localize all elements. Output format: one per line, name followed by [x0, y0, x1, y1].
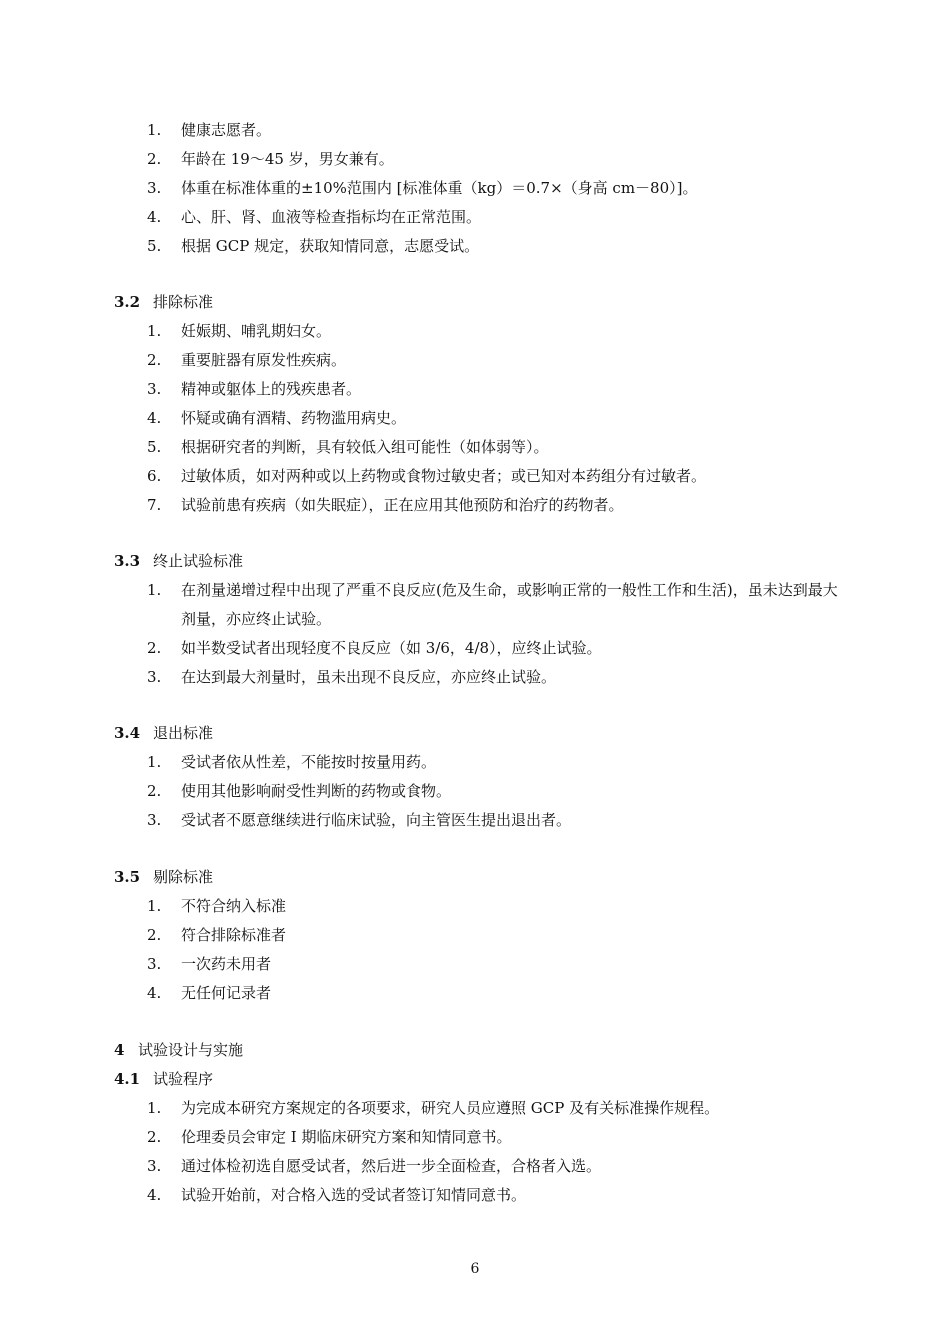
section-4-1-heading [114, 1065, 213, 1094]
list-item [0, 663, 950, 692]
list-item [0, 491, 950, 520]
list-item-text: 试验前患有疾病（如失眠症），正在应用其他预防和治疗的药物者。 [181, 496, 624, 514]
list-item-number: 1. [147, 753, 162, 771]
section-title: 试验程序 [153, 1070, 214, 1088]
exclusion-criteria-list [0, 317, 950, 520]
list-item-text: 无任何记录者 [181, 984, 272, 1002]
list-item [0, 346, 950, 375]
list-item [0, 979, 950, 1008]
list-item-text: 精神或躯体上的残疾患者。 [181, 380, 362, 398]
list-item [0, 748, 950, 777]
list-item-text: 年龄在 19～45 岁，男女兼有。 [181, 150, 394, 168]
list-item-number: 3. [147, 668, 162, 686]
section-number: 4.1 [114, 1070, 141, 1088]
list-item-number: 1. [147, 322, 162, 340]
section-3-4-heading [114, 719, 213, 748]
list-item-text: 不符合纳入标准 [181, 897, 287, 915]
section-number: 3.3 [114, 552, 141, 570]
section-number: 4 [114, 1041, 125, 1059]
list-item [0, 892, 950, 921]
list-item-text: 在达到最大剂量时，虽未出现不良反应，亦应终止试验。 [181, 668, 557, 686]
section-3-2-heading [114, 288, 213, 317]
list-item-text: 受试者依从性差，不能按时按量用药。 [181, 753, 437, 771]
list-item-number: 6. [147, 467, 162, 485]
section-4-heading [114, 1036, 243, 1065]
list-item-number: 5. [147, 438, 162, 456]
list-item [0, 950, 950, 979]
list-item-number: 3. [147, 811, 162, 829]
section-title: 终止试验标准 [153, 552, 244, 570]
list-item [0, 806, 950, 835]
list-item-text: 体重在标准体重的±10%范围内 [标准体重（kg）＝0.7×（身高 cm－80）]。 [181, 179, 698, 197]
list-item-text: 一次药未用者 [181, 955, 272, 973]
inclusion-criteria-list [0, 116, 950, 261]
list-item-text: 健康志愿者。 [181, 121, 272, 139]
list-item-text: 受试者不愿意继续进行临床试验，向主管医生提出退出者。 [181, 811, 572, 829]
list-item [0, 375, 950, 404]
list-item-number: 4. [147, 208, 162, 226]
list-item [0, 576, 950, 634]
list-item-number: 2. [147, 351, 162, 369]
list-item-text: 怀疑或确有酒精、药物滥用病史。 [181, 409, 407, 427]
list-item [0, 1152, 950, 1181]
list-item-number: 2. [147, 926, 162, 944]
list-item [0, 404, 950, 433]
section-number: 3.5 [114, 868, 141, 886]
elimination-criteria-list [0, 892, 950, 1008]
list-item [0, 634, 950, 663]
list-item-number: 5. [147, 237, 162, 255]
list-item [0, 145, 950, 174]
section-title: 试验设计与实施 [138, 1041, 244, 1059]
list-item-text: 伦理委员会审定 I 期临床研究方案和知情同意书。 [181, 1128, 512, 1146]
list-item [0, 921, 950, 950]
section-title: 退出标准 [153, 724, 214, 742]
list-item-number: 4. [147, 409, 162, 427]
list-item-text: 如半数受试者出现轻度不良反应（如 3/6，4/8），应终止试验。 [181, 639, 602, 657]
list-item [0, 232, 950, 261]
list-item [0, 433, 950, 462]
list-item [0, 1094, 950, 1123]
list-item [0, 1123, 950, 1152]
trial-procedure-list [0, 1094, 950, 1210]
list-item [0, 203, 950, 232]
section-title: 剔除标准 [153, 868, 214, 886]
list-item-number: 4. [147, 984, 162, 1002]
list-item-number: 1. [147, 1099, 162, 1117]
list-item-number: 4. [147, 1186, 162, 1204]
list-item-text: 通过体检初选自愿受试者，然后进一步全面检查，合格者入选。 [181, 1157, 602, 1175]
list-item [0, 174, 950, 203]
termination-criteria-list [0, 576, 950, 692]
list-item-text: 重要脏器有原发性疾病。 [181, 351, 347, 369]
list-item [0, 1181, 950, 1210]
list-item-text: 心、肝、肾、血液等检查指标均在正常范围。 [181, 208, 482, 226]
list-item-number: 2. [147, 150, 162, 168]
list-item-number: 2. [147, 1128, 162, 1146]
list-item-number: 3. [147, 380, 162, 398]
section-3-3-heading [114, 547, 243, 576]
list-item-text: 妊娠期、哺乳期妇女。 [181, 322, 332, 340]
list-item-number: 1. [147, 121, 162, 139]
list-item-text: 根据研究者的判断，具有较低入组可能性（如体弱等）。 [181, 438, 549, 456]
list-item [0, 116, 950, 145]
list-item [0, 777, 950, 806]
list-item-number: 3. [147, 955, 162, 973]
list-item-number: 7. [147, 496, 162, 514]
list-item-text: 符合排除标准者 [181, 926, 287, 944]
list-item-text: 试验开始前，对合格入选的受试者签订知情同意书。 [181, 1186, 527, 1204]
list-item-text: 为完成本研究方案规定的各项要求，研究人员应遵照 GCP 及有关标准操作规程。 [181, 1099, 720, 1117]
list-item-text: 过敏体质，如对两种或以上药物或食物过敏史者；或已知对本药组分有过敏者。 [181, 467, 707, 485]
section-number: 3.2 [114, 293, 141, 311]
list-item-number: 2. [147, 639, 162, 657]
list-item [0, 317, 950, 346]
list-item-text: 使用其他影响耐受性判断的药物或食物。 [181, 782, 452, 800]
section-3-5-heading [114, 863, 213, 892]
list-item-text: 在剂量递增过程中出现了严重不良反应(危及生命，或影响正常的一般性工作和生活)，虽未达到最大剂量，亦应终止试验。 [181, 581, 838, 628]
section-number: 3.4 [114, 724, 141, 742]
list-item-text: 根据 GCP 规定，获取知情同意，志愿受试。 [181, 237, 480, 255]
list-item-number: 1. [147, 581, 162, 599]
list-item-number: 3. [147, 1157, 162, 1175]
section-title: 排除标准 [153, 293, 214, 311]
page-number: 6 [470, 1261, 480, 1277]
list-item-number: 1. [147, 897, 162, 915]
list-item-number: 2. [147, 782, 162, 800]
withdrawal-criteria-list [0, 748, 950, 835]
list-item-number: 3. [147, 179, 162, 197]
list-item [0, 462, 950, 491]
